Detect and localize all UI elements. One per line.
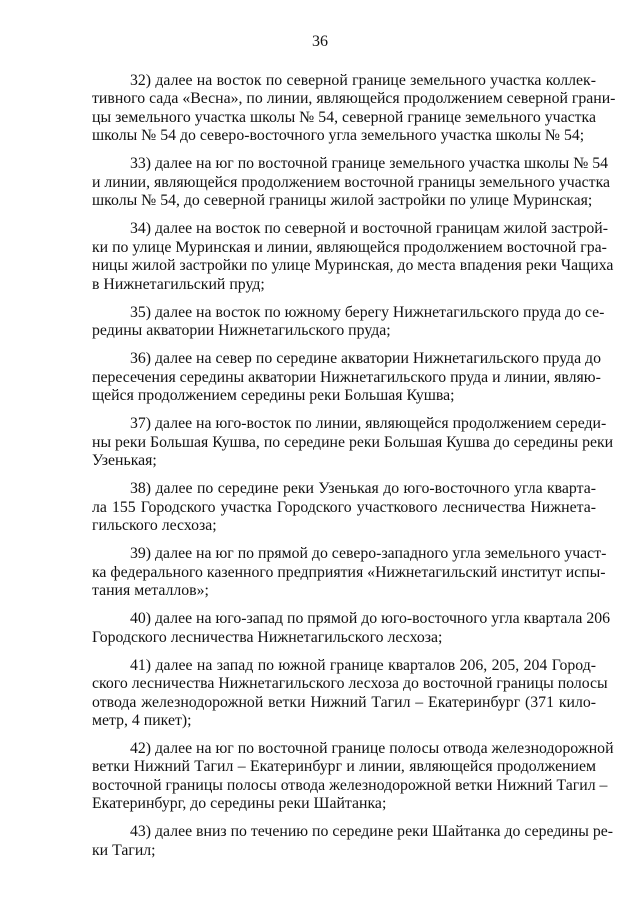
paragraph-line: 39) далее на юг по прямой до северо-западного угла земельного участ-: [130, 545, 607, 563]
paragraph-line: 37) далее на юго-восток по линии, являющейся продолжением середи-: [130, 415, 607, 433]
paragraph-line: Екатеринбург, до середины реки Шайтанка;: [92, 795, 387, 813]
paragraph-line: ны реки Большая Кушва, по середине реки Большая Кушва до середины реки: [92, 433, 614, 451]
paragraph-item: [92, 220, 614, 294]
paragraph-line: 43) далее вниз по течению по середине реки Шайтанка до середины ре-: [130, 823, 613, 841]
paragraph-line: 38) далее по середине реки Узенькая до юго-восточного угла кварта-: [130, 480, 596, 498]
paragraph-item: [92, 610, 611, 647]
paragraph-line: 34) далее на восток по северной и восточной границам жилой застрой-: [130, 220, 608, 238]
paragraph-item: [92, 350, 601, 405]
paragraph-line: школы № 54, до северной границы жилой застройки по улице Муринская;: [92, 192, 593, 210]
paragraph-line: ла 155 Городского участка Городского участкового лесничества Нижнета-: [92, 498, 596, 516]
paragraph-line: цы земельного участка школы № 54, северной границе земельного участка: [92, 108, 596, 126]
paragraph-line: тания металлов»;: [92, 581, 209, 599]
paragraph-item: [92, 480, 596, 535]
paragraph-line: Городского лесничества Нижнетагильского лесхоза;: [92, 628, 443, 646]
paragraph-line: ницы жилой застройки по улице Муринская, до места впадения реки Чащиха: [92, 257, 614, 275]
paragraph-line: 41) далее на запад по южной границе кварталов 206, 205, 204 Город-: [130, 656, 596, 674]
paragraph-line: пересечения середины акватории Нижнетагильского пруда и линии, являю-: [92, 368, 601, 386]
paragraph-line: 40) далее на юго-запад по прямой до юго-восточного угла квартала 206: [130, 610, 611, 628]
paragraph-line: ки Тагил;: [92, 841, 156, 859]
paragraph-line: 35) далее на восток по южному берегу Нижнетагильского пруда до се-: [130, 303, 605, 321]
paragraph-item: [92, 656, 608, 731]
paragraph-line: 32) далее на восток по северной границе земельного участка коллек-: [130, 72, 596, 89]
paragraph-line: 36) далее на север по середине акватории Нижнетагильского пруда до: [130, 350, 601, 368]
paragraph-line: и линии, являющейся продолжением восточной границы земельного участка: [92, 173, 611, 191]
page-number: 36: [312, 33, 328, 50]
paragraph-item: [92, 823, 613, 860]
paragraph-item: [92, 740, 614, 814]
paragraph-line: тивного сада «Весна», по линии, являющейся продолжением северной грани-: [92, 90, 616, 108]
paragraph-item: [92, 545, 607, 600]
paragraph-item: [92, 72, 616, 146]
paragraph-line: 33) далее на юг по восточной границе земельного участка школы № 54: [130, 155, 609, 173]
paragraph-item: [92, 415, 614, 470]
paragraph-line: школы № 54 до северо-восточного угла земельного участка школы № 54;: [92, 127, 585, 145]
paragraph-line: ского лесничества Нижнетагильского лесхоза до восточной границы полосы: [92, 675, 608, 693]
paragraph-line: восточной границы полосы отвода железнодорожной ветки Нижний Тагил –: [92, 776, 608, 794]
paragraph-item: [92, 303, 605, 341]
paragraph-line: метр, 4 пикет);: [92, 711, 192, 729]
paragraph-line: гильского лесхоза;: [92, 516, 217, 534]
paragraph-line: 42) далее на юг по восточной границе полосы отвода железнодорожной: [130, 740, 614, 758]
paragraph-item: [92, 155, 611, 210]
paragraph-line: отвода железнодорожной ветки Нижний Тагил – Екатеринбург (371 кило-: [92, 693, 596, 711]
paragraph-line: щейся продолжением середины реки Большая Кушва;: [92, 387, 455, 405]
paragraph-line: ветки Нижний Тагил – Екатеринбург и линии, являющейся продолжением: [92, 758, 596, 776]
paragraph-line: в Нижнетагильский пруд;: [92, 275, 265, 293]
paragraph-line: Узенькая;: [92, 452, 157, 470]
paragraph-line: ка федерального казенного предприятия «Нижнетагильский институт испы-: [92, 563, 606, 581]
document-body: [92, 72, 616, 870]
paragraph-line: редины акватории Нижнетагильского пруда;: [92, 322, 391, 340]
paragraph-line: ки по улице Муринская и линии, являющейся продолжением восточной гра-: [92, 238, 607, 256]
